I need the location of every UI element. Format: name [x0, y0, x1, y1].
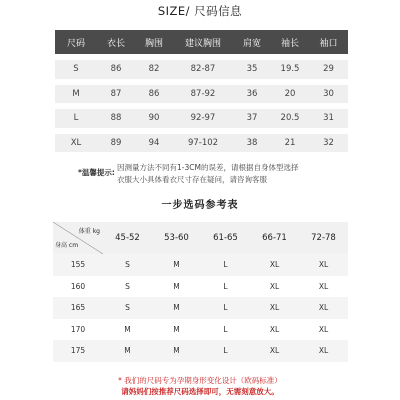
table-row [53, 276, 348, 298]
cell: S [103, 254, 152, 276]
cell: 38 [233, 134, 271, 153]
cell: 30 [309, 85, 348, 104]
cell: L [201, 297, 250, 319]
cell: 20.5 [271, 109, 309, 128]
page-title: SIZE/ 尺码信息 [157, 4, 243, 18]
height-value: 160 [70, 281, 86, 291]
cell: M [173, 281, 180, 291]
table-row [53, 254, 348, 276]
cell: M [173, 324, 180, 334]
tip-line-1: 因测量方法不同有1-3CM的误差，请根据自身体型选择 [117, 163, 299, 172]
reference-header-row [53, 222, 348, 254]
size-reference-table [53, 222, 348, 362]
cell: L [201, 254, 250, 276]
header-shoulder: 肩宽 [233, 30, 271, 54]
cell: M [152, 340, 201, 362]
cell: M [103, 340, 152, 362]
cell: XL [269, 324, 280, 334]
cell: 20 [271, 85, 309, 104]
cell: XL [299, 297, 348, 319]
cell: 36 [233, 85, 271, 104]
cell: S [55, 60, 97, 79]
weight-range: 53-60 [152, 222, 201, 254]
header-length: 衣长 [97, 30, 135, 54]
header-bust: 胸围 [135, 30, 173, 54]
tip-line-2: 衣服大小具体看衣尺寸存在疑问，请咨询客服 [117, 175, 267, 184]
cell: 86 [135, 85, 173, 104]
cell: M [55, 85, 97, 104]
cell: 35 [233, 60, 271, 79]
height-value: 170 [70, 324, 86, 334]
header-size: 尺码 [55, 30, 97, 54]
height-value: 165 [53, 297, 103, 319]
cell: XL [250, 297, 299, 319]
table-row [55, 60, 348, 79]
header-suggested-bust: 建议胸围 [173, 30, 233, 54]
header-sleeve-length: 袖长 [271, 30, 309, 54]
table-row [53, 297, 348, 319]
footer-note-1: * 我们的尺码专为孕期身形变化设计（欧码标准） [118, 376, 282, 385]
cell: XL [318, 324, 329, 334]
cell: L [55, 109, 97, 128]
cell: 87-92 [173, 85, 233, 104]
cell: 37 [233, 109, 271, 128]
cell: M [124, 324, 131, 334]
corner-cell [53, 222, 103, 254]
cell: 32 [309, 134, 348, 153]
height-value: 155 [53, 254, 103, 276]
cell: M [152, 297, 201, 319]
weight-range: 61-65 [201, 222, 250, 254]
cell: 89 [97, 134, 135, 153]
cell: L [223, 281, 228, 291]
cell: 21 [271, 134, 309, 153]
cell: XL [250, 254, 299, 276]
cell: 90 [135, 109, 173, 128]
cell: 88 [97, 109, 135, 128]
height-value: 175 [53, 340, 103, 362]
cell: 97-102 [173, 134, 233, 153]
size-info-table [55, 30, 348, 152]
footer-note-2: 请妈妈们按推荐尺码选择即可，无需刻意放大。 [121, 387, 279, 396]
tip-label: *温馨提示: [78, 168, 115, 177]
header-cuff: 袖口 [309, 30, 348, 54]
cell: 92-97 [173, 109, 233, 128]
weight-range: 66-71 [250, 222, 299, 254]
cell: 29 [309, 60, 348, 79]
table-row [53, 340, 348, 362]
corner-height-label: 身高 cm [55, 242, 79, 249]
weight-range: 72-78 [299, 222, 348, 254]
cell: 87 [97, 85, 135, 104]
cell: L [223, 324, 228, 334]
cell: XL [55, 134, 97, 153]
table-row [55, 134, 348, 153]
cell: XL [269, 281, 280, 291]
cell: XL [299, 340, 348, 362]
cell: 19.5 [271, 60, 309, 79]
cell: 82-87 [173, 60, 233, 79]
cell: XL [299, 254, 348, 276]
weight-range: 45-52 [103, 222, 152, 254]
size-table-header-row [55, 30, 348, 54]
table-row [55, 85, 348, 104]
corner-weight-label: 体重 kg [78, 228, 100, 235]
table-row [53, 319, 348, 341]
cell: XL [318, 281, 329, 291]
cell: M [152, 254, 201, 276]
cell: L [201, 340, 250, 362]
reference-table-title: 一步选码参考表 [161, 200, 239, 211]
cell: 86 [97, 60, 135, 79]
cell: 82 [135, 60, 173, 79]
cell: 94 [135, 134, 173, 153]
cell: S [103, 297, 152, 319]
cell: 31 [309, 109, 348, 128]
cell: XL [250, 340, 299, 362]
cell: S [125, 281, 130, 291]
table-row [55, 109, 348, 128]
